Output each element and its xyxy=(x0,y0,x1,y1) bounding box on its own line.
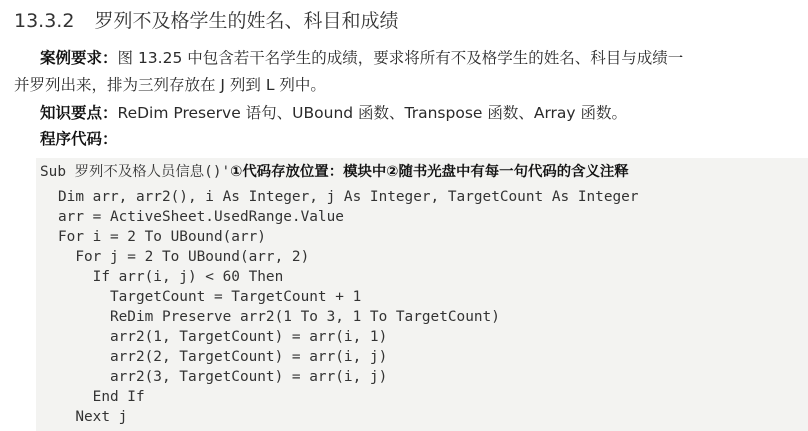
code-line: ReDim Preserve arr2(1 To 3, 1 To TargetCount) xyxy=(58,309,500,325)
requirement-paragraph xyxy=(40,46,683,68)
code-line: End If xyxy=(58,389,145,405)
program-label: 程序代码： xyxy=(40,130,118,148)
code-line: For j = 2 To UBound(arr, 2) xyxy=(58,249,310,265)
knowledge-text: ReDim Preserve 语句、UBound 函数、Transpose 函数、Array 函数。 xyxy=(117,104,628,122)
requirement-text-line1: 图 13.25 中包含若干名学生的成绩，要求将所有不及格学生的姓名、科目与成绩一 xyxy=(117,49,684,67)
code-line-sub xyxy=(40,162,629,182)
requirement-text-line2: 并罗列出来，排为三列存放在 J 列到 L 列中。 xyxy=(14,76,326,94)
code-line: For i = 2 To UBound(arr) xyxy=(58,229,266,245)
code-line: Next j xyxy=(58,409,128,425)
knowledge-paragraph xyxy=(40,101,627,123)
code-line: If arr(i, j) < 60 Then xyxy=(58,269,284,285)
section-number: 13.3.2 xyxy=(14,10,75,32)
code-line: arr2(3, TargetCount) = arr(i, j) xyxy=(58,369,388,385)
code-line: TargetCount = TargetCount + 1 xyxy=(58,289,362,305)
code-comment: ①代码存放位置：模块中②随书光盘中有每一句代码的含义注释 xyxy=(230,164,629,180)
code-line: arr2(2, TargetCount) = arr(i, j) xyxy=(58,349,388,365)
requirement-label: 案例要求： xyxy=(40,49,118,67)
section-heading xyxy=(14,6,398,33)
knowledge-label: 知识要点： xyxy=(40,104,118,122)
code-line: arr2(1, TargetCount) = arr(i, 1) xyxy=(58,329,388,345)
section-title: 罗列不及格学生的姓名、科目和成绩 xyxy=(94,10,399,32)
code-sub-declaration: Sub 罗列不及格人员信息()' xyxy=(40,164,231,180)
code-line: arr = ActiveSheet.UsedRange.Value xyxy=(58,209,344,225)
code-line: Dim arr, arr2(), i As Integer, j As Integer, TargetCount As Integer xyxy=(58,189,639,205)
